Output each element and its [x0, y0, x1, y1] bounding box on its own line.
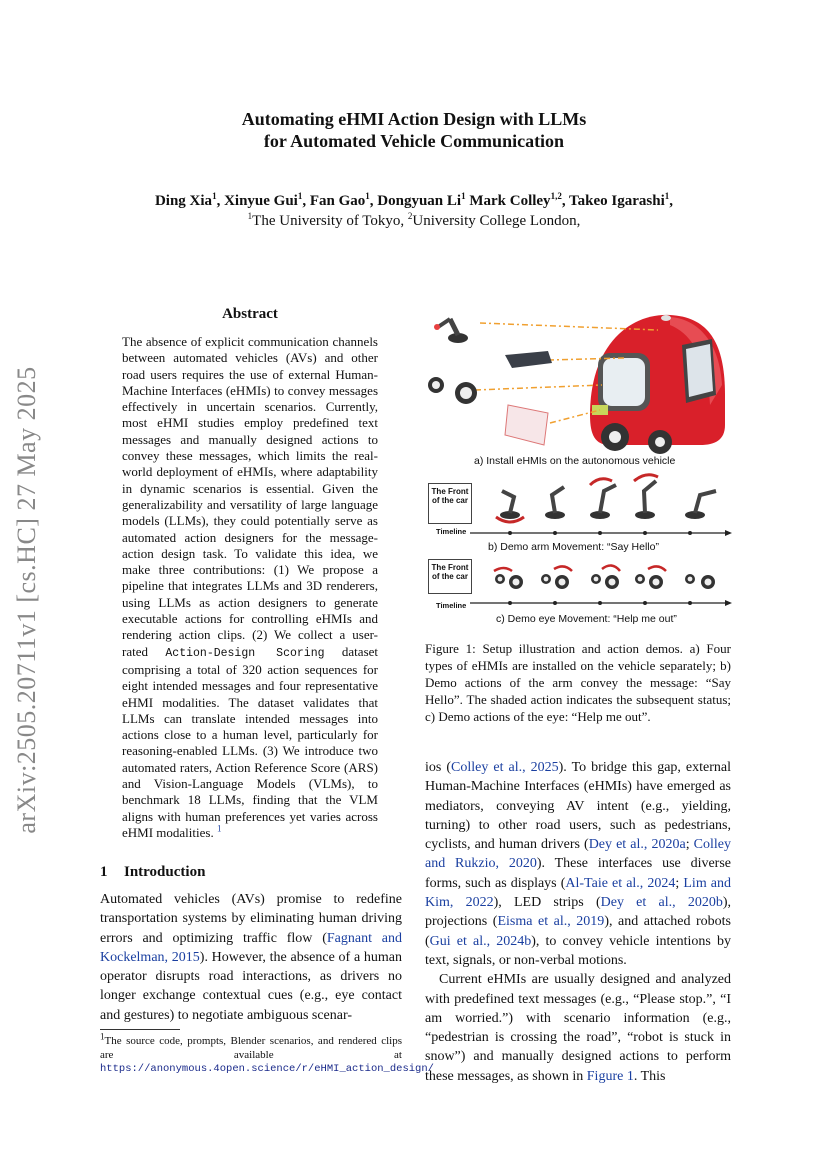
citation-link[interactable]: Lim and Kim, 2022: [425, 875, 732, 911]
body-text: Current eHMIs are usually designed and analyzed with predefined text messages (e.g., “Please stop.”, “I am worried.”) with scenario information (e.g., “pedestrian is crossing the road”, “robot is stuck in snow”) and manually designed actions to perform these messages, as shown in: [425, 972, 731, 1084]
section-heading: [100, 864, 205, 881]
citation-link[interactable]: Gui et al., 2024b: [429, 933, 532, 949]
author-sup: 1: [461, 191, 466, 201]
car-front-label: The Front of the car: [431, 487, 469, 505]
abstract-text: The absence of explicit communication channels between automated vehicles (AVs) and other road users requires the use of external Human-Machine Interfaces (eHMIs) to convey messages effectively in uncertain scenarios. Currently, most eHMI studies employ predefined text messages and manually designed actions to convey these messages, which limits the real-world deployment of eHMIs, where adaptability in dynamic scenarios is essential. Given the generalizability and versatility of large language models (LLMs), they could potentially serve as automated action designers for the message-action design task. To validate this idea, we make three contributions: (1) We propose a pipeline that integrates LLMs and 3D renderers, using LLMs as action designers to generate executable actions for controlling eHMIs and rendering action clips. (2) We collect a user-rated: [122, 334, 378, 659]
author-sup: 1: [297, 191, 303, 201]
body-text: ;: [675, 875, 684, 891]
body-text: ), projections (: [425, 895, 731, 930]
author-sup: 1: [212, 191, 217, 201]
author: Takeo Igarashi: [569, 193, 665, 209]
author-sup: 1,2: [550, 191, 562, 201]
figure-ref-link[interactable]: Figure 1: [586, 1068, 634, 1084]
intro-text: ). However, the absence of a human operator disrupts road interactions, as drivers no longer exchange contextual cues (e.g., eye contact and gestures) to negotiate ambiguous scenar-: [100, 949, 402, 1023]
author: Dongyuan Li: [377, 193, 462, 209]
footnote-text: The source code, prompts, Blender scenarios, and rendered clips are available at: [100, 1035, 402, 1061]
figure-label-a: a) Install eHMIs on the autonomous vehicle: [474, 455, 676, 467]
arm-demo-row: [470, 475, 732, 536]
body-text: ), and attached robots (: [425, 914, 731, 949]
body-text: ), LED strips (: [493, 895, 601, 911]
author: Xinyue Gui: [224, 193, 298, 209]
abstract-body: [122, 334, 378, 841]
figure-caption: Figure 1: Setup illustration and action demos. a) Four types of eHMIs are installed on the vehicle separately; b) Demo actions of the arm convey the message: “Say Hello”. The shaded action indicates the subsequent status; c) Demo actions of the eye: “Help me out”.: [425, 641, 731, 724]
body-text: ios (: [425, 760, 452, 775]
eyes-icon: [428, 377, 477, 404]
author-list: Ding Xia$^1$, Xinyue Gui$^1$, Fan Gao$^1$, Dongyuan Li$^1$ Mark Colley$^{1,2}$, Takeo Igarashi$^1$,: [154, 191, 674, 209]
affiliation-2: University College London,: [412, 213, 581, 229]
affil-sup: 1: [247, 211, 253, 221]
dataset-name: Action-Design Scoring: [165, 646, 325, 660]
footnote: [100, 1031, 434, 1077]
title-line-2: for Automated Vehicle Communication: [263, 131, 565, 151]
citation-link[interactable]: Al-Taie et al., 2024: [565, 875, 676, 891]
right-column-text: [425, 758, 731, 1086]
footnote-mark: 1: [100, 1031, 105, 1042]
citation-link[interactable]: Eisma et al., 2019: [497, 914, 605, 930]
footnote-link[interactable]: 1: [216, 823, 222, 834]
citation-link[interactable]: Colley et al., 2025: [451, 760, 559, 775]
author: Mark Colley: [469, 193, 551, 209]
intro-paragraph: [100, 890, 402, 1025]
car-illustration: [590, 315, 725, 454]
author-sup: 1: [664, 191, 670, 201]
body-text: . This: [633, 1068, 666, 1084]
eye-demo-row: [470, 565, 732, 606]
affiliation-1: The University of Tokyo,: [252, 213, 408, 229]
footnote-url-link[interactable]: https://anonymous.4open.science/r/eHMI_action_design/: [100, 1063, 434, 1075]
paragraph: [425, 758, 731, 970]
body-text: ). To bridge this gap, external Human-Machine Interfaces (eHMIs) have emerged as mediators, conveying AV intent (e.g., yielding, turning) to other road users, such as pedestrians, cyclists, and human drivers (: [425, 760, 732, 853]
display-icon: [505, 351, 552, 368]
car-front-label: The Front of the car: [431, 563, 469, 581]
title-line-1: Automating eHMI Action Design with LLMs: [241, 109, 587, 129]
citation-link[interactable]: Fagnant and Kockelman, 2015: [100, 930, 402, 965]
section-number: 1: [100, 864, 108, 880]
car-front-box: [428, 483, 472, 524]
author: Fan Gao: [309, 193, 366, 209]
arxiv-identifier: [6, 350, 48, 850]
abstract-text: dataset comprising a total of 320 action sequences for eight intended messages and four representative eHMI modalities. The dataset validates that LLMs can translate intended messages into actions close to a human level, particularly for reasoning-enabled LLMs. (3) We introduce two automated raters, Action Reference Score (ARS) and Vision-Language Models (VLMs), to benchmark 18 LLMs, finding that the VLM aligns with human preferences yet varies across eHMI modalities.: [122, 643, 379, 840]
affiliations: [0, 212, 828, 230]
citation-link[interactable]: Dey et al., 2020a: [588, 837, 686, 853]
arxiv-id-text: arXiv:2505.20711v1 [cs.HC] 27 May 2025: [12, 366, 41, 834]
body-text: ). These interfaces use diverse forms, such as displays (: [425, 856, 731, 891]
figure-label-c: c) Demo eye Movement: “Help me out”: [496, 613, 677, 625]
figure-label-b: b) Demo arm Movement: “Say Hello”: [488, 541, 659, 553]
intro-text: Automated vehicles (AVs) promise to redefine transportation systems by eliminating human driving errors and optimizing traffic flow (: [100, 892, 402, 946]
body-text: ), to convey vehicle intentions by text, signals, or non-verbal motions.: [425, 933, 731, 968]
author-sup: 1: [365, 191, 370, 201]
paragraph: [425, 970, 731, 1086]
robot-arm-icon: [434, 319, 468, 343]
body-text: ;: [685, 837, 694, 853]
citation-link[interactable]: Dey et al., 2020b: [600, 895, 723, 911]
footnote-rule: [100, 1029, 180, 1030]
projection-icon: [505, 405, 548, 445]
citation-link[interactable]: Colley and Rukzio, 2020: [425, 837, 732, 872]
abstract-heading: Abstract: [222, 306, 278, 322]
timeline-label: Timeline: [436, 601, 467, 610]
car-front-box: [428, 559, 472, 594]
author: Ding Xia: [154, 193, 213, 209]
section-title: Introduction: [124, 864, 206, 880]
figure-1: [420, 305, 736, 630]
timeline-label: Timeline: [436, 527, 467, 536]
paper-title: [0, 108, 828, 152]
affil-sup: 2: [407, 211, 413, 221]
